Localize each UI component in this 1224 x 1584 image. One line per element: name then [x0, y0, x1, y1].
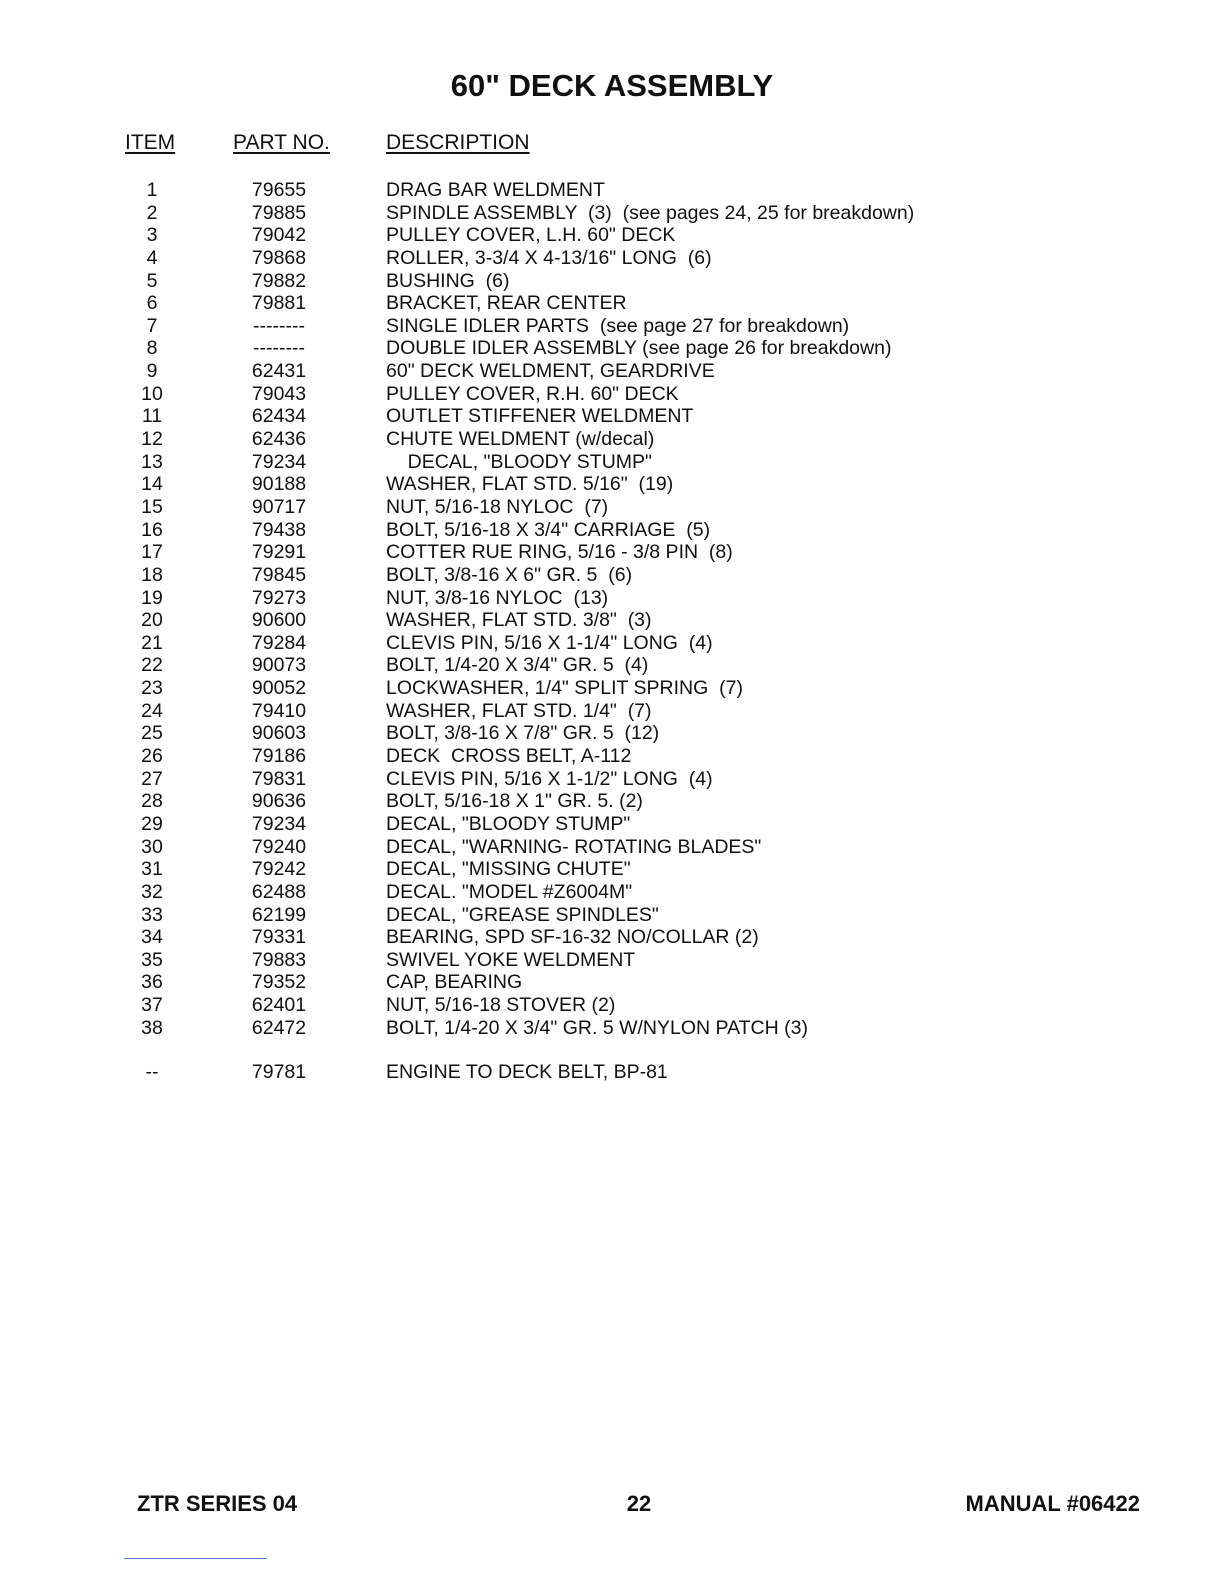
item-number: 21 [141, 631, 163, 654]
item-number: 11 [141, 405, 163, 428]
table-row [0, 745, 1224, 768]
part-description: ENGINE TO DECK BELT, BP-81 [386, 1061, 668, 1084]
table-row [0, 270, 1224, 293]
part-description: SWIVEL YOKE WELDMENT [386, 948, 636, 971]
part-description: BOLT, 1/4-20 X 3/4" GR. 5 (4) [386, 654, 649, 677]
part-description: BOLT, 3/8-16 X 6" GR. 5 (6) [386, 563, 633, 586]
table-row [0, 654, 1224, 677]
table-row [0, 971, 1224, 994]
part-number: 62472 [251, 1016, 307, 1039]
item-number: 5 [146, 269, 158, 292]
part-number: 79883 [251, 948, 307, 971]
part-description: BOLT, 1/4-20 X 3/4" GR. 5 W/NYLON PATCH (3) [386, 1016, 808, 1039]
item-number: 31 [141, 858, 163, 881]
table-row [0, 247, 1224, 270]
part-number: 79043 [251, 382, 307, 405]
table-row [0, 519, 1224, 542]
part-number: 79234 [251, 812, 307, 835]
part-number: 79655 [251, 179, 307, 201]
table-row [0, 904, 1224, 927]
item-number: 14 [141, 473, 163, 496]
item-number: 10 [141, 382, 163, 405]
part-description: DECAL, "WARNING- ROTATING BLADES" [386, 835, 762, 858]
item-number: 16 [141, 518, 163, 541]
part-description: WASHER, FLAT STD. 1/4" (7) [386, 699, 652, 722]
part-number: 62431 [251, 360, 307, 383]
part-description: WASHER, FLAT STD. 3/8" (3) [386, 609, 652, 632]
table-row [0, 496, 1224, 519]
part-number: 90052 [251, 677, 307, 700]
part-description: CAP, BEARING [386, 971, 523, 994]
part-description: COTTER RUE RING, 5/16 - 3/8 PIN (8) [386, 541, 733, 564]
item-number: 4 [146, 246, 158, 269]
footer-series: ZTR SERIES 04 [137, 1491, 298, 1516]
item-number: 19 [141, 586, 163, 609]
part-number: 90073 [251, 654, 307, 677]
part-number: 79291 [251, 541, 307, 564]
table-row [0, 994, 1224, 1017]
item-number: 8 [146, 337, 158, 360]
item-number: 25 [141, 722, 163, 745]
table-row [0, 926, 1224, 949]
part-number: 79331 [251, 926, 307, 949]
item-number: 32 [141, 880, 163, 903]
table-row [0, 587, 1224, 610]
item-number: 35 [141, 948, 163, 971]
part-number: 79868 [251, 246, 307, 269]
part-number: 62199 [251, 903, 307, 926]
item-number: 37 [141, 994, 163, 1017]
part-description: BUSHING (6) [386, 269, 510, 292]
item-number: 7 [146, 314, 158, 337]
column-header-item: ITEM [125, 131, 176, 154]
part-number: 79186 [251, 745, 307, 768]
footer-manual-number: MANUAL #06422 [965, 1491, 1140, 1516]
part-number: 62488 [251, 880, 307, 903]
part-number: 90717 [251, 495, 307, 518]
item-number: 36 [141, 971, 163, 994]
parts-table [0, 179, 1224, 1084]
table-row [0, 768, 1224, 791]
table-row [0, 858, 1224, 881]
table-row [0, 1017, 1224, 1040]
part-number: 79438 [251, 518, 307, 541]
part-description: DOUBLE IDLER ASSEMBLY (see page 26 for breakdown) [386, 337, 892, 360]
item-number: 33 [141, 903, 163, 926]
item-number: 2 [146, 201, 158, 224]
table-row [0, 790, 1224, 813]
page-title: 60" DECK ASSEMBLY [450, 68, 774, 103]
item-number: 28 [141, 790, 163, 813]
part-description: PULLEY COVER, R.H. 60" DECK [386, 382, 679, 405]
item-number: 34 [141, 926, 163, 949]
column-header-part-no: PART NO. [233, 131, 330, 154]
part-description: OUTLET STIFFENER WELDMENT [386, 405, 694, 428]
part-number: 79781 [251, 1061, 307, 1084]
part-number: 90603 [251, 722, 307, 745]
part-number: 79234 [251, 450, 307, 473]
item-number: 22 [141, 654, 163, 677]
part-number: 79042 [251, 224, 307, 247]
part-number: 90636 [251, 790, 307, 813]
part-description: DECAL, "MISSING CHUTE" [386, 858, 631, 881]
part-description: SPINDLE ASSEMBLY (3) (see pages 24, 25 for breakdown) [386, 201, 915, 224]
part-number: 79352 [251, 971, 307, 994]
part-number: 79242 [251, 858, 307, 881]
table-row [0, 677, 1224, 700]
item-number: -- [145, 1061, 159, 1084]
table-row [0, 949, 1224, 972]
table-row [0, 881, 1224, 904]
item-number: 3 [146, 224, 158, 247]
part-description: BEARING, SPD SF-16-32 NO/COLLAR (2) [386, 926, 759, 949]
item-number: 1 [146, 179, 158, 201]
item-number: 6 [146, 292, 158, 315]
part-description: NUT, 5/16-18 STOVER (2) [386, 994, 616, 1017]
part-description: DECAL, "BLOODY STUMP" [386, 812, 631, 835]
table-row [0, 632, 1224, 655]
table-row [0, 405, 1224, 428]
table-row [0, 564, 1224, 587]
table-row [0, 836, 1224, 859]
table-row [0, 179, 1224, 202]
part-description: CHUTE WELDMENT (w/decal) [386, 428, 655, 451]
table-row [0, 383, 1224, 406]
item-number: 29 [141, 812, 163, 835]
table-row [0, 609, 1224, 632]
part-number: 62401 [251, 994, 307, 1017]
part-description: SINGLE IDLER PARTS (see page 27 for breakdown) [386, 314, 850, 337]
part-description: ROLLER, 3-3/4 X 4-13/16" LONG (6) [386, 246, 712, 269]
table-row [0, 722, 1224, 745]
table-row [0, 428, 1224, 451]
item-number: 27 [141, 767, 163, 790]
table-row [0, 292, 1224, 315]
part-description: DECAL. "MODEL #Z6004M" [386, 880, 633, 903]
table-row [0, 337, 1224, 360]
part-description: CLEVIS PIN, 5/16 X 1-1/4" LONG (4) [386, 631, 713, 654]
table-row [0, 541, 1224, 564]
item-number: 30 [141, 835, 163, 858]
part-number: 79831 [251, 767, 307, 790]
part-description: BOLT, 3/8-16 X 7/8" GR. 5 (12) [386, 722, 660, 745]
part-description: BRACKET, REAR CENTER [386, 292, 627, 315]
part-number: 90188 [251, 473, 307, 496]
item-number: 12 [141, 428, 163, 451]
part-number: 79885 [251, 201, 307, 224]
part-number: 79882 [251, 269, 307, 292]
part-number: 90600 [251, 609, 307, 632]
footer-page-number: 22 [626, 1491, 652, 1516]
part-description: NUT, 5/16-18 NYLOC (7) [386, 495, 609, 518]
table-row [0, 700, 1224, 723]
part-description: PULLEY COVER, L.H. 60" DECK [386, 224, 676, 247]
table-row [0, 224, 1224, 247]
part-number: -------- [253, 337, 305, 360]
column-header-description: DESCRIPTION [386, 131, 530, 154]
item-number: 38 [141, 1016, 163, 1039]
item-number: 26 [141, 745, 163, 768]
part-number: 79881 [251, 292, 307, 315]
item-number: 20 [141, 609, 163, 632]
table-row [0, 1061, 1224, 1084]
part-number: 62434 [251, 405, 307, 428]
part-description: DECAL, "BLOODY STUMP" [386, 450, 652, 473]
part-description: BOLT, 5/16-18 X 3/4" CARRIAGE (5) [386, 518, 711, 541]
part-description: BOLT, 5/16-18 X 1" GR. 5. (2) [386, 790, 643, 813]
item-number: 18 [141, 563, 163, 586]
part-number: 79240 [251, 835, 307, 858]
part-description: NUT, 3/8-16 NYLOC (13) [386, 586, 609, 609]
item-number: 13 [141, 450, 163, 473]
item-number: 15 [141, 495, 163, 518]
part-number: 79410 [251, 699, 307, 722]
item-number: 24 [141, 699, 163, 722]
part-description: CLEVIS PIN, 5/16 X 1-1/2" LONG (4) [386, 767, 713, 790]
part-number: 79284 [251, 631, 307, 654]
part-description: 60" DECK WELDMENT, GEARDRIVE [386, 360, 715, 383]
part-description: WASHER, FLAT STD. 5/16" (19) [386, 473, 674, 496]
part-number: 79845 [251, 563, 307, 586]
part-description: LOCKWASHER, 1/4" SPLIT SPRING (7) [386, 677, 743, 700]
part-number: 79273 [251, 586, 307, 609]
item-number: 9 [146, 360, 158, 383]
part-number: -------- [253, 314, 305, 337]
item-number: 17 [141, 541, 163, 564]
part-description: DECK CROSS BELT, A-112 [386, 745, 632, 768]
part-description: DRAG BAR WELDMENT [386, 179, 605, 201]
table-row [0, 202, 1224, 225]
table-row [0, 451, 1224, 474]
table-row [0, 360, 1224, 383]
decorative-rule [124, 1558, 267, 1559]
table-row [0, 473, 1224, 496]
part-number: 62436 [251, 428, 307, 451]
item-number: 23 [141, 677, 163, 700]
table-row [0, 315, 1224, 338]
table-row [0, 813, 1224, 836]
part-description: DECAL, "GREASE SPINDLES" [386, 903, 659, 926]
